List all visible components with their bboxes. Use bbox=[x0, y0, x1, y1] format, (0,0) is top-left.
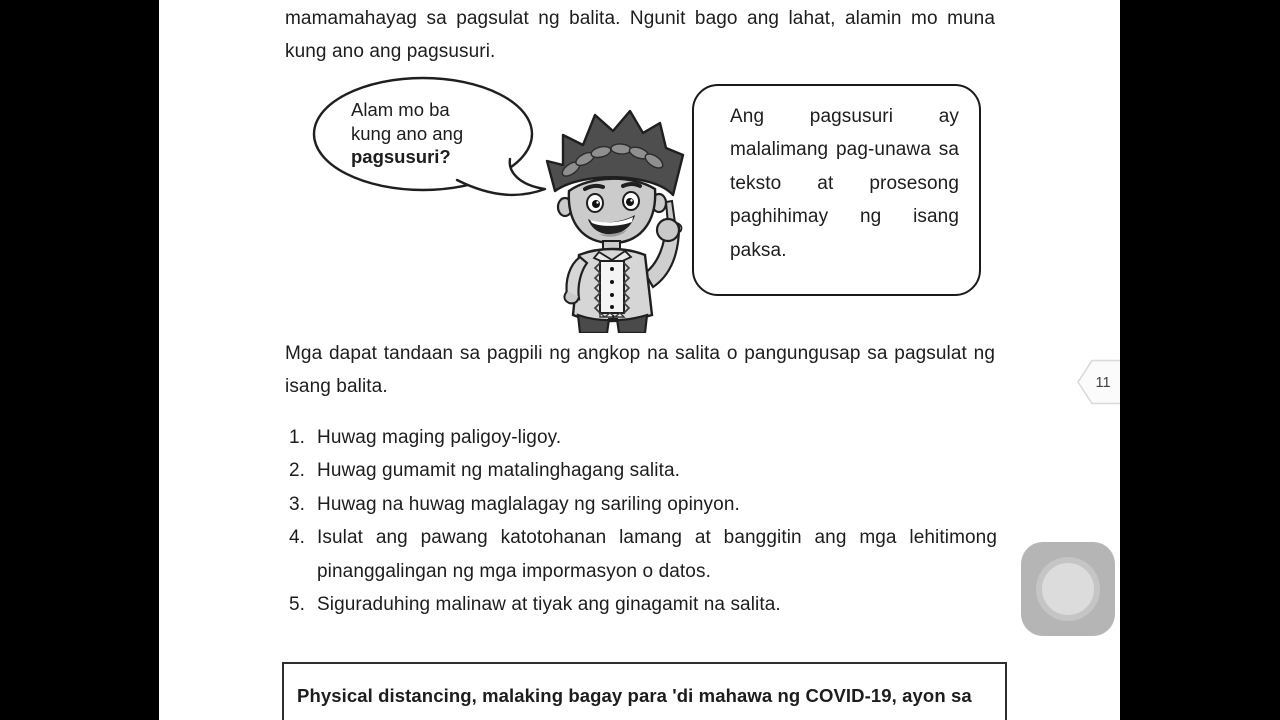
assistive-touch-ring bbox=[1036, 557, 1100, 621]
right-letterbox-bar bbox=[1120, 0, 1280, 720]
rule-item-5 bbox=[289, 588, 997, 621]
rule-number: 2. bbox=[289, 460, 305, 482]
module-page bbox=[159, 0, 1120, 720]
rule-number: 3. bbox=[289, 493, 305, 515]
boy-mascot-laurel-wreath-barong-icon bbox=[533, 103, 693, 333]
page-number-label: 11 bbox=[1095, 375, 1111, 391]
assistive-touch-button[interactable] bbox=[1021, 542, 1115, 636]
rule-item-2 bbox=[289, 454, 997, 487]
news-headline-box bbox=[282, 662, 1007, 720]
reminder-paragraph: Mga dapat tandaan sa pagpili ng angkop na salita o pangungusap sa pagsulat ng isang balita. bbox=[285, 343, 995, 398]
bubble-line-3: pagsusuri? bbox=[351, 146, 451, 167]
definition-box bbox=[692, 84, 981, 296]
rule-text: Isulat ang pawang katotohanan lamang at banggitin ang mga lehitimong pinanggalingan ng mga impormasyon o datos. bbox=[317, 527, 997, 582]
rule-number: 5. bbox=[289, 594, 305, 616]
left-letterbox-bar bbox=[0, 0, 159, 720]
page-number-tab[interactable] bbox=[1076, 357, 1120, 407]
definition-text: Ang pagsusuri ay malalimang pag-unawa sa teksto at prosesong paghihimay ng isang paksa. bbox=[730, 106, 959, 261]
rule-number: 1. bbox=[289, 427, 305, 448]
news-headline-text: Physical distancing, malaking bagay para 'di mahawa ng COVID-19, ayon sa bbox=[297, 685, 972, 706]
rule-text: Huwag na huwag maglalagay ng sariling opinyon. bbox=[317, 493, 740, 515]
speech-bubble-text bbox=[351, 98, 521, 169]
rule-item-4 bbox=[289, 521, 997, 588]
bubble-line-2: kung ano ang bbox=[351, 122, 464, 144]
bubble-line-1: Alam mo ba bbox=[351, 99, 450, 120]
rule-text: Huwag maging paligoy-ligoy. bbox=[317, 427, 562, 448]
rule-number: 4. bbox=[289, 527, 305, 549]
rule-text: Huwag gumamit ng matalinghagang salita. bbox=[317, 460, 680, 482]
rule-text: Siguraduhing malinaw at tiyak ang ginagamit na salita. bbox=[317, 594, 781, 616]
rule-item-1 bbox=[289, 421, 997, 454]
rule-item-3 bbox=[289, 488, 997, 521]
intro-paragraph: mamamahayag sa pagsulat ng balita. Ngunit bago ang lahat, alamin mo muna kung ano ang pagsusuri. bbox=[285, 8, 995, 63]
assistive-touch-circle-icon bbox=[1042, 563, 1094, 615]
rules-list bbox=[289, 421, 997, 621]
